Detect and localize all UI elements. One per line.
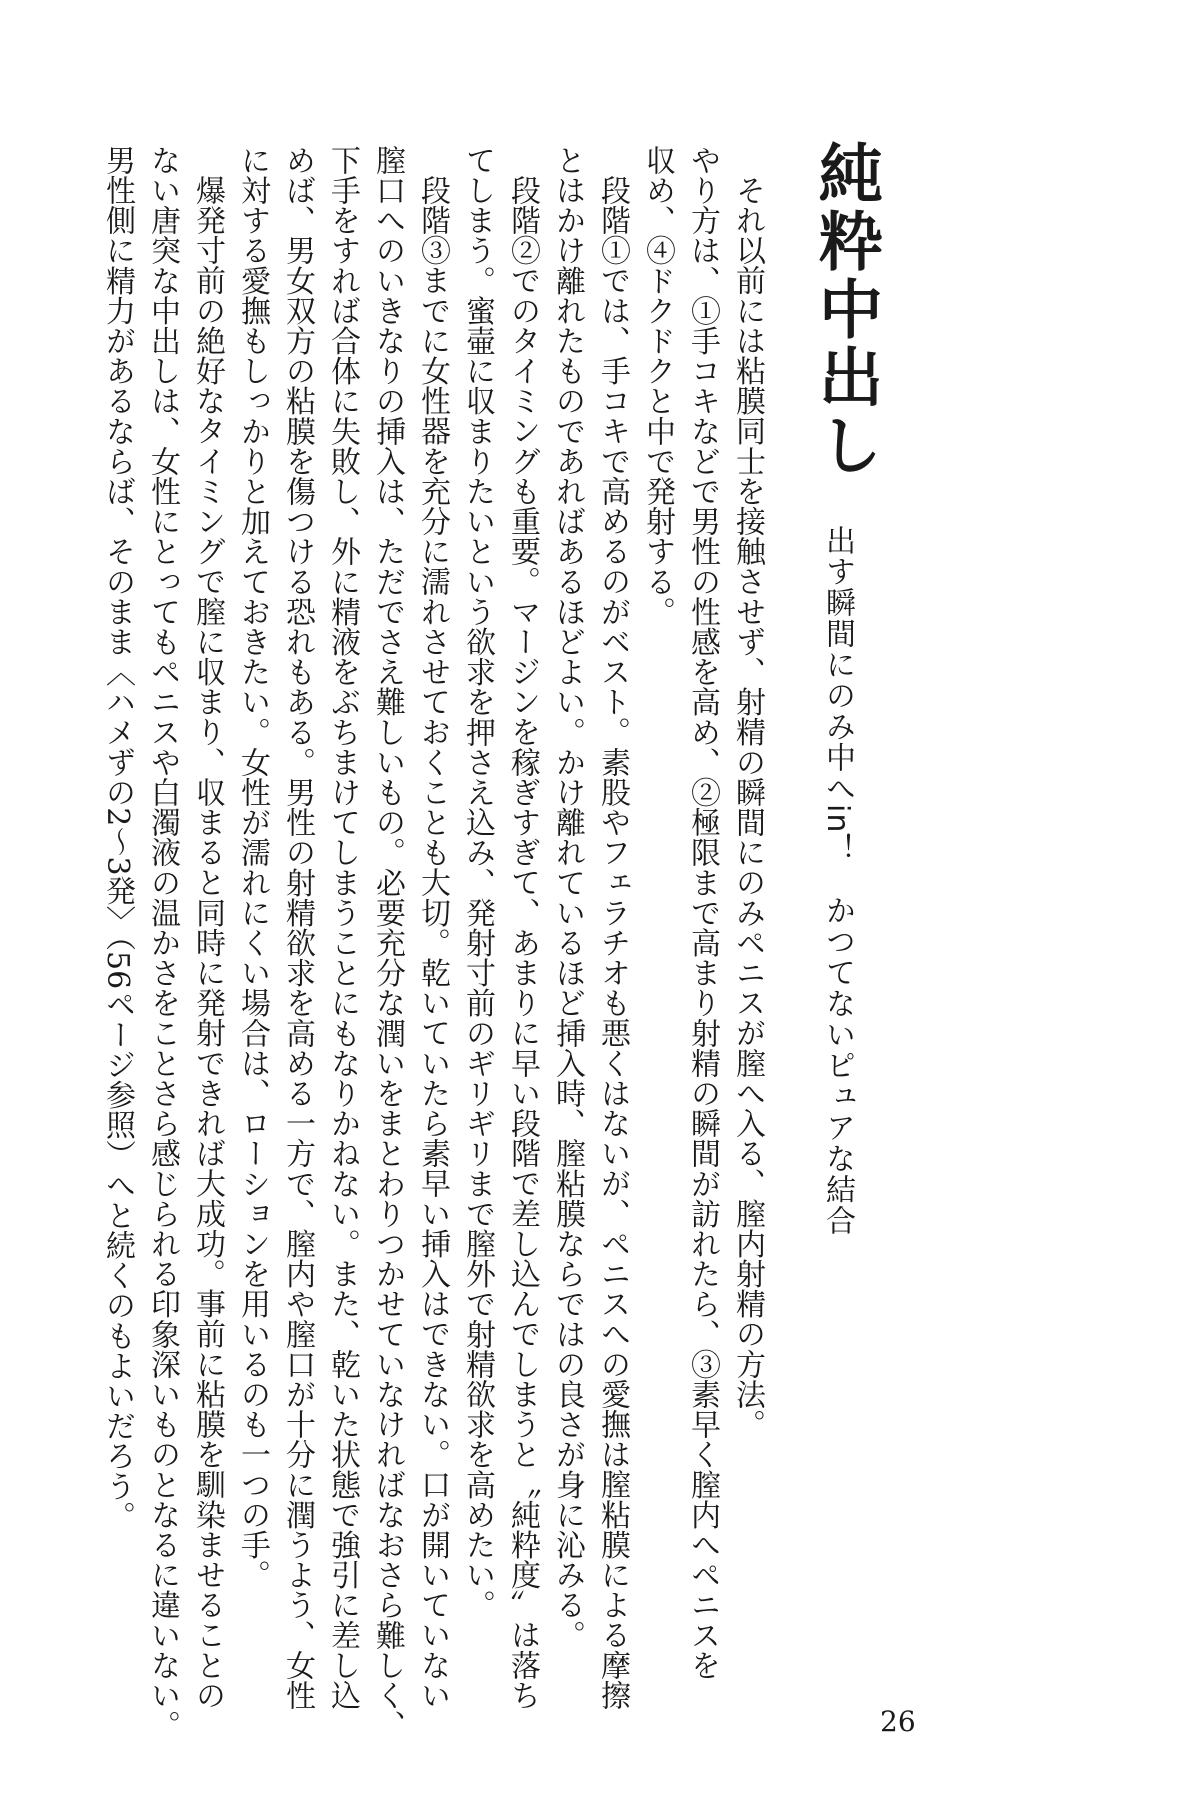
body-text — [95, 145, 770, 1741]
body-line: てしまう。蜜壷に収まりたいという欲求を押さえ込み、発射寸前のギリギリまで膣外で射精欲求を高めたい。 — [460, 145, 495, 1620]
body-line: 段階①では、手コキで高めるのがベスト。素股やフェラチオも悪くはないが、ペニスへの愛撫は膣粘膜による摩擦 — [595, 175, 630, 1711]
body-line: に対する愛撫もしっかりと加えておきたい。女性が濡れにくい場合は、ローションを用いるのも一つの手。 — [235, 145, 270, 1590]
body-line: とはかけ離れたものであればあるほどよい。かけ離れているほど挿入時、膣粘膜ならではの良さが身に沁みる。 — [550, 145, 585, 1650]
subtitle: 出す瞬間にのみ中へin！ かつてないピュアな結合 — [820, 525, 855, 1237]
page-title: 純粋中出し — [808, 140, 882, 480]
body-line: 収め、④ドクドクと中で発射する。 — [640, 145, 675, 627]
body-line: やり方は、①手コキなどで男性の性感を高め、②極限まで高まり射精の瞬間が訪れたら、③素早く膣内へペニスを — [685, 145, 720, 1681]
body-line: 下手をすれば合体に失敗し、外に精液をぶちまけてしまうことにもなりかねない。また、乾いた状態で強引に差し込 — [325, 145, 360, 1711]
body-line: めば、男女双方の粘膜を傷つける恐れもある。男性の射精欲求を高める一方で、膣内や膣口が十分に潤うよう、女性 — [280, 145, 315, 1711]
body-line: それ以前には粘膜同士を接触させず、射精の瞬間にのみペニスが膣へ入る、膣内射精の方法。 — [730, 175, 765, 1440]
page-number: 26 — [880, 1705, 916, 1738]
body-line: 爆発寸前の絶好なタイミングで膣に収まり、収まると同時に発射できれば大成功。事前に粘膜を馴染ませることの — [190, 175, 225, 1711]
body-line: 男性側に精力があるならば、そのまま〈ハメずの2～3発〉（56ページ参照）へと続くのもよいだろう。 — [100, 145, 135, 1532]
body-line: 膣口へのいきなりの挿入は、ただでさえ難しいもの。必要充分な潤いをまとわりつかせていなければなおさら難しく、 — [370, 145, 405, 1741]
body-line: ない唐突な中出しは、女性にとってもペニスや白濁液の温かさをことさら感じられる印象深いものとなるに違いない。 — [145, 145, 180, 1741]
body-line: 段階③までに女性器を充分に濡れさせておくことも大切。乾いていたら素早い挿入はできない。口が開いていない — [415, 175, 450, 1711]
body-line: 段階②でのタイミングも重要。マージンを稼ぎすぎて、あまりに早い段階で差し込んでしまうと〝純粋度〟は落ち — [505, 175, 540, 1711]
